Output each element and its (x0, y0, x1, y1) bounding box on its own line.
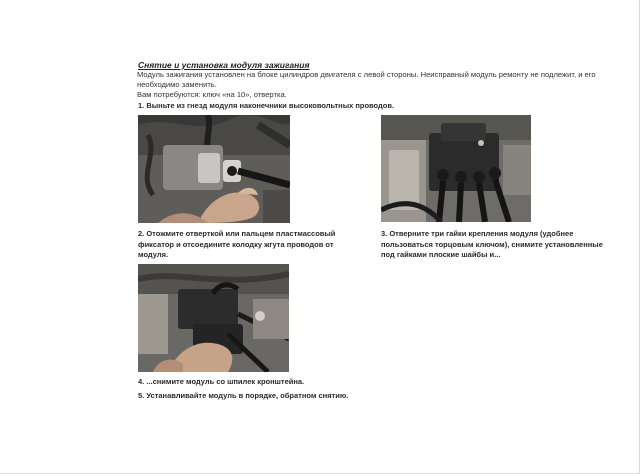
step-1-text: 1. Выньте из гнезд модуля наконечники высоковольтных проводов. (138, 101, 395, 110)
photo-hand-removing-wires (138, 115, 290, 223)
photo-1-image (138, 115, 290, 223)
intro-line: Модуль зажигания установлен на блоке цилиндров двигателя с левой стороны. Неисправный модуль ремонту не подлежит, и его (137, 70, 596, 79)
step-4-text: 4. ...снимите модуль со шпилек кронштейна. (138, 377, 305, 386)
intro-line: необходимо заменить. (137, 80, 217, 89)
step-2-line: модуля. (138, 250, 169, 260)
step-2-line: фиксатор и отсоедините колодку жгута проводов от (138, 239, 334, 249)
photo-removing-module (138, 264, 289, 372)
tools-line: Вам потребуются: ключ «на 10», отвертка. (137, 90, 287, 99)
step-3-line: 3. Отверните три гайки крепления модуля (удобнее (381, 229, 574, 238)
intro-text (137, 70, 617, 100)
step-2-text (138, 229, 335, 261)
step-5-text: 5. Устанавливайте модуль в порядке, обратном снятию. (138, 391, 349, 400)
document-title: Снятие и установка модуля зажигания (138, 60, 310, 70)
photo-3-image (138, 264, 289, 372)
step-3-line: пользоваться торцовым ключом), снимите установленные (381, 239, 603, 249)
step-3-text (381, 229, 603, 261)
step-3-line: под гайками плоские шайбы и... (381, 250, 501, 260)
photo-2-image (381, 115, 531, 222)
step-2-line: 2. Отожмите отверткой или пальцем пластмассовый (138, 229, 336, 238)
photo-ignition-module (381, 115, 531, 222)
